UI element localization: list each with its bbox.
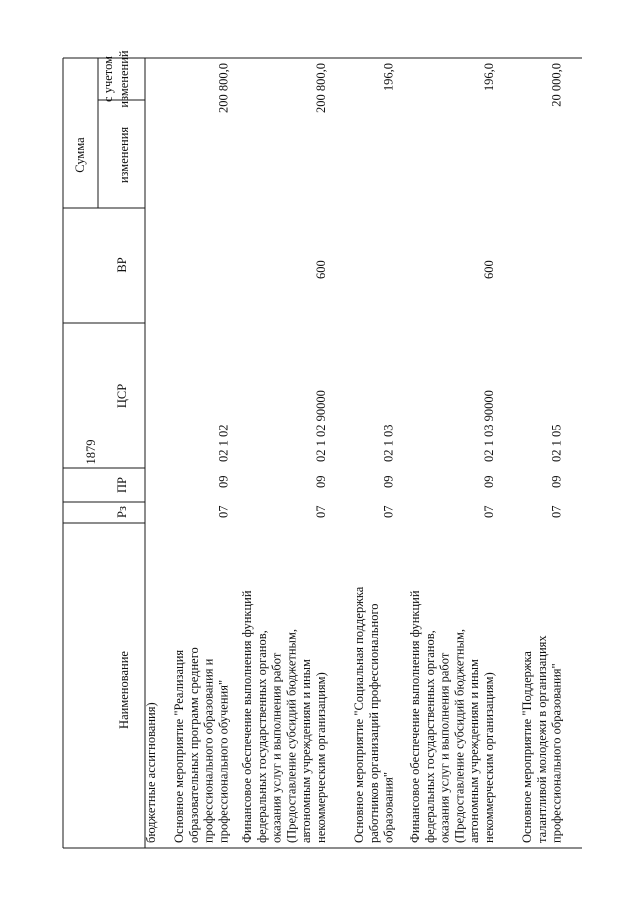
header-name: Наименование	[117, 651, 131, 729]
row-4-name-line: некоммерческим организациям)	[482, 672, 496, 843]
row-1-csr: 02 1 02	[216, 424, 231, 462]
row-5-name-line: профессионального образования"	[549, 663, 564, 843]
row-2-name-line: оказания услуг и выполнения работ	[269, 652, 284, 843]
row-2-vr: 600	[314, 260, 328, 279]
row-4-name-line: автономным учреждениям и иным	[467, 659, 482, 843]
row-4-csr: 02 1 03 90000	[482, 390, 496, 462]
budget-table	[63, 50, 582, 848]
row-3-csr: 02 1 03	[381, 424, 396, 462]
row-2-csr: 02 1 02 90000	[314, 390, 328, 462]
header-csr: ЦСР	[115, 383, 129, 409]
row-5-rz: 07	[549, 505, 564, 518]
row-5-csr: 02 1 05	[549, 424, 564, 462]
row-2-pr: 09	[314, 475, 328, 488]
row-2-name-line: некоммерческим организациям)	[314, 672, 328, 843]
row-2-name-line: федеральных государственных органов,	[254, 630, 269, 843]
row-4-pr: 09	[482, 475, 496, 488]
row-1-rz: 07	[216, 505, 231, 518]
row-2-name-line: автономным учреждениям и иным	[299, 659, 314, 843]
row-4-name-line: оказания услуг и выполнения работ	[437, 652, 452, 843]
row-3-total: 196,0	[381, 63, 396, 92]
row-4-name-line: (Предоставление субсидий бюджетным,	[452, 629, 467, 843]
header-sum: Сумма	[73, 137, 87, 173]
header-rz: Рз	[115, 506, 129, 518]
header-change: изменения	[117, 126, 131, 184]
header-pr: ПР	[115, 477, 129, 493]
header-with-changes: с учетом	[101, 56, 115, 102]
row-3-name-line: образования"	[381, 771, 396, 843]
row-4-name-line: федеральных государственных органов,	[422, 630, 437, 843]
row-0-name-line: бюджетные ассигнования)	[144, 702, 158, 843]
row-2-name-line: (Предоставление субсидий бюджетным,	[284, 629, 299, 843]
row-5-name-line: Основное мероприятие "Поддержка	[520, 651, 534, 843]
row-1-name-line: профессионального образования и	[201, 658, 216, 843]
row-4-total: 196,0	[482, 63, 496, 92]
row-1-name-line: образовательных программ среднего	[186, 647, 201, 843]
row-1-name-line: Основное мероприятие "Реализация	[172, 649, 186, 843]
row-3-name-line: работников организаций профессионального	[366, 603, 381, 843]
row-5-pr: 09	[549, 475, 564, 488]
row-1-pr: 09	[216, 475, 231, 488]
row-5-name-line: талантливой молодежи в организациях	[534, 635, 549, 843]
row-2-name-line: Финансовое обеспечение выполнения функций	[240, 590, 254, 843]
row-5-total: 20 000,0	[549, 63, 564, 107]
row-1-name-line: профессионального обучения"	[216, 679, 231, 843]
row-4-vr: 600	[482, 260, 496, 279]
row-3-name-line: Основное мероприятие "Социальная поддержка	[352, 586, 366, 843]
row-3-rz: 07	[381, 505, 396, 518]
row-3-pr: 09	[381, 475, 396, 488]
row-4-name-line: Финансовое обеспечение выполнения функций	[408, 590, 422, 843]
header-vr: ВР	[115, 257, 129, 273]
row-4-rz: 07	[482, 505, 496, 518]
row-2-rz: 07	[314, 505, 328, 518]
page-number: 1879	[84, 439, 98, 465]
row-1-total: 200 800,0	[216, 63, 231, 113]
row-2-total: 200 800,0	[314, 63, 328, 113]
header-with-changes: изменений	[117, 50, 131, 108]
